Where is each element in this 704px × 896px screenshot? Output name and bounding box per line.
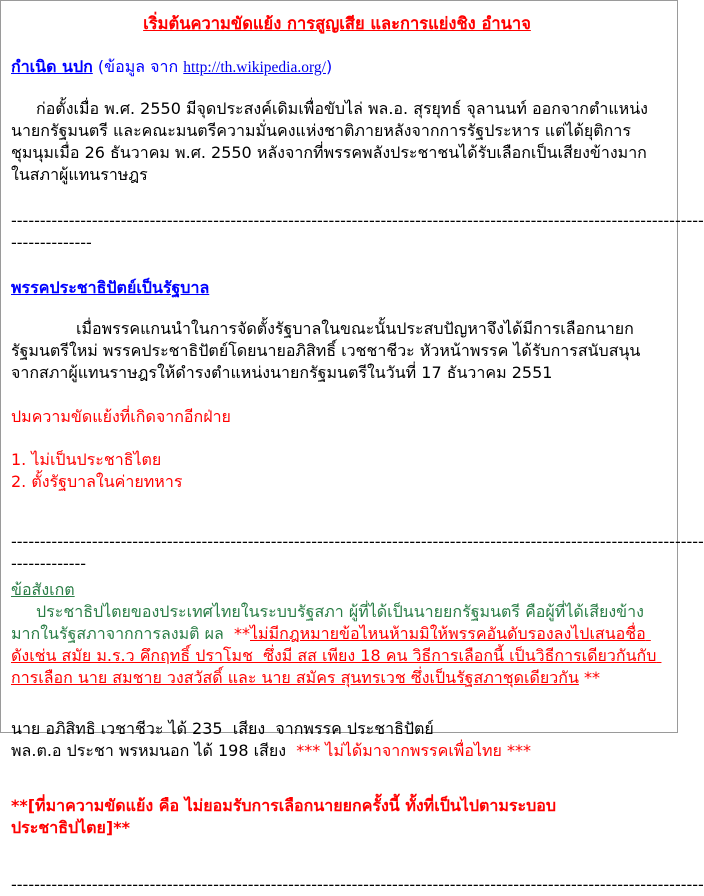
- source-note-open: (ข้อมูล จาก: [92, 57, 184, 76]
- page-title: เริ่มต้นความขัดแย้ง การสูญเสีย และการแย่งชิง อำนาจ: [143, 14, 531, 33]
- origin-paragraph: ก่อตั้งเมื่อ พ.ศ. 2550 มีจุดประสงค์เดิมเพื่อขับไล่ พล.อ. สุรยุทธ์ จุลานนท์ ออกจากตำแหน่งนายกรัฐมนตรี และคณะมนตรีความมั่นคงแห่งชาติภายหลังจากการรัฐประหาร แต่ได้ยุติการชุมนุมเมื่อ 26 ธันวาคม พ.ศ. 2550 หลังจากที่พรรคพลังประชาชนได้รับเลือกเป็นเสียงข้างมากในสภาผู้แทนราษฎร: [11, 99, 648, 184]
- democrat-paragraph: เมื่อพรรคแกนนำในการจัดตั้งรัฐบาลในขณะนั้นประสบปัญหาจึงได้มีการเลือกนายกรัฐมนตรีใหม่ พรรคประชาธิปัตย์โดยนายอภิสิทธิ์ เวชชาชีวะ หัวหน้าพรรค ได้รับการสนับสนุนจากสภาผู้แทนราษฎรให้ดำรงตำแหน่งนายกรัฐมนตรีในวันที่ 17 ธันวาคม 2551: [11, 319, 641, 382]
- observation-stars-close: **: [578, 668, 600, 687]
- conflict-item-1: 1. ไม่เป็นประชาธิไตย: [11, 450, 162, 469]
- wikipedia-link[interactable]: http://th.wikipedia.org/: [183, 59, 326, 76]
- democrat-heading: พรรคประชาธิปัตย์เป็นรัฐบาล: [11, 278, 210, 297]
- vote-result-pracha-note: *** ไม่ได้มาจากพรรคเพื่อไทย ***: [296, 741, 531, 760]
- observation-stars-open: **: [234, 624, 250, 643]
- conflict-intro: ปมความขัดแย้งที่เกิดจากอีกฝ่าย: [11, 407, 231, 426]
- divider-line-2-wrap: -------------: [11, 554, 87, 573]
- divider-line-3: ------------------------------------------------------------------------------------------------------------------------: [11, 875, 704, 894]
- divider-line-1: ------------------------------------------------------------------------------------------------------------------------: [11, 211, 704, 230]
- source-note-close: ): [325, 57, 333, 76]
- divider-line-2: ------------------------------------------------------------------------------------------------------------------------: [11, 532, 704, 551]
- vote-results: [11, 718, 663, 762]
- vote-result-pracha: [11, 740, 663, 762]
- divider-line-1-wrap: --------------: [11, 233, 92, 252]
- vote-result-pracha-text: พล.ต.อ ประชา พรหมนอก ได้ 198 เสียง: [11, 741, 297, 760]
- observation-red-claim: ไม่มีกฎหมายข้อไหนห้ามมิให้พรรคอันดับรองลงไปเสนอชื่อ ดังเช่น สมัย ม.ร.ว คึกฤทธิ์ ปราโมช ซึ่งมี สส เพียง 18 คน วิธีการเลือกนี้ เป็นวิธีการเดียวกันกับ การเลือก นาย สมชาย วงสวัสดิ์ และ นาย สมัคร สุนทรเวช ซึ่งเป็นรัฐสภาชุดเดียวกัน: [11, 624, 662, 687]
- observation-paragraph: [11, 601, 663, 689]
- observation-green-text: ประชาธิปไตยของประเทศไทยในระบบรัฐสภา ผู้ที่ได้เป็นนายยกรัฐมนตรี คือผู้ที่ได้เสียงข้างมากในรัฐสภาจากการลงมติ ผล: [11, 602, 644, 643]
- origin-heading-line: [11, 56, 663, 79]
- conclusion-statement: **[ที่มาความขัดแย้ง คือ ไม่ยอมรับการเลือกนายยกครั้งนี้ ทั้งที่เป็นไปตามระบอบประชาธิปไตย]**: [11, 796, 557, 837]
- observation-heading: ข้อสังเกต: [11, 580, 75, 599]
- origin-heading: กำเนิด นปก: [11, 57, 93, 76]
- conflict-item-2: 2. ตั้งรัฐบาลในค่ายทหาร: [11, 472, 183, 491]
- vote-result-abhisit: นาย อภิสิทธิ เวชาชีวะ ได้ 235 เสียง จากพรรค ประชาธิปัตย์: [11, 719, 434, 738]
- conflict-list: [11, 449, 663, 493]
